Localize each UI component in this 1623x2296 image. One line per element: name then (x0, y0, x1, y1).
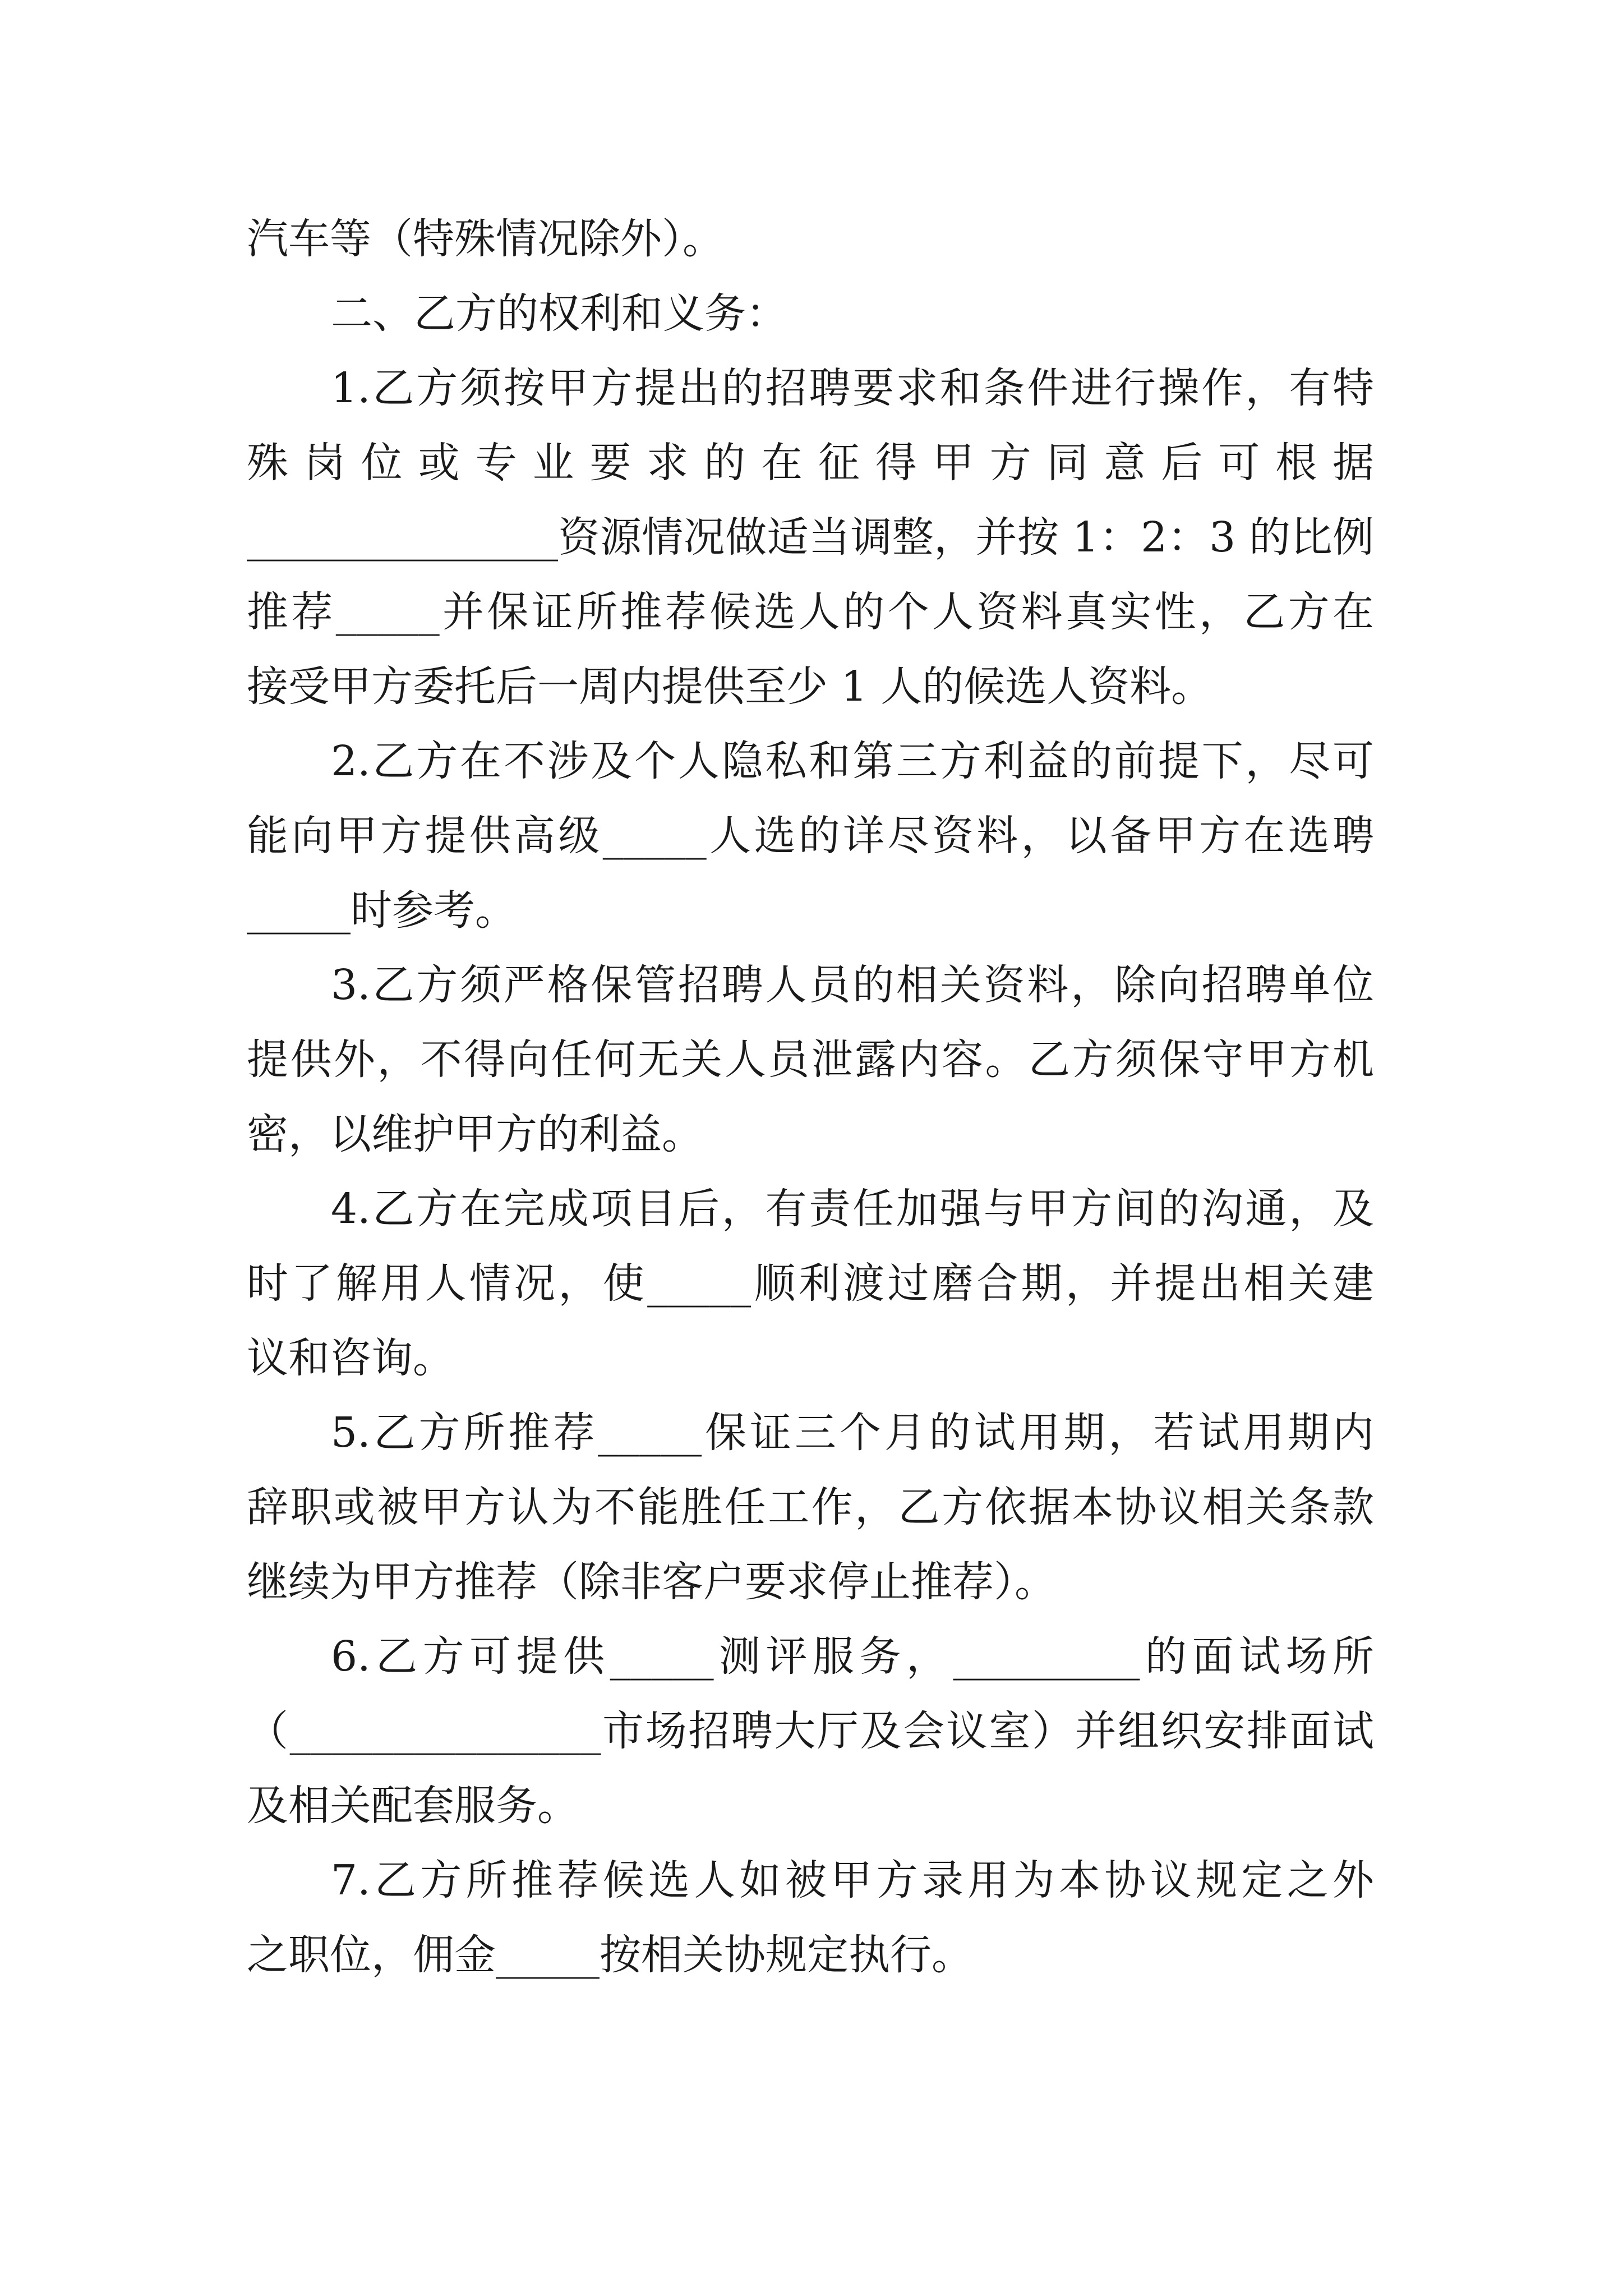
text-line: 7.乙方所推荐候选人如被甲方录用为本协议规定之外 (331, 1856, 1374, 1904)
text-line: 推荐_____并保证所推荐候选人的个人资料真实性，乙方在 (247, 588, 1374, 636)
text-line: 殊岗位或专业要求的在征得甲方同意后可根据 (247, 439, 1374, 487)
text-line: 提供外，不得向任何无关人员泄露内容。乙方须保守甲方机 (247, 1036, 1374, 1084)
section-heading: 二、乙方的权利和义务： (331, 289, 787, 338)
text-line: 1.乙方须按甲方提出的招聘要求和条件进行操作，有特 (331, 364, 1374, 412)
text-line: 6.乙方可提供_____测评服务，_________的面试场所 (331, 1632, 1374, 1681)
text-line: 2.乙方在不涉及个人隐私和第三方利益的前提下，尽可 (331, 737, 1374, 785)
text-line: _____时参考。 (247, 886, 517, 935)
text-line: 之职位，佣金_____按相关协规定执行。 (247, 1931, 973, 1979)
text-line: 密，以维护甲方的利益。 (247, 1110, 703, 1158)
text-line: _______________资源情况做适当调整，并按 1：2：3 的比例 (247, 513, 1374, 562)
text-line: 汽车等（特殊情况除外）。 (247, 215, 724, 263)
text-line: 辞职或被甲方认为不能胜任工作，乙方依据本协议相关条款 (247, 1483, 1374, 1531)
text-line: 接受甲方委托后一周内提供至少 1 人的候选人资料。 (247, 662, 1213, 711)
text-line: 3.乙方须严格保管招聘人员的相关资料，除向招聘单位 (331, 961, 1374, 1009)
text-line: 4.乙方在完成项目后，有责任加强与甲方间的沟通，及 (331, 1185, 1374, 1233)
text-line: 继续为甲方推荐（除非客户要求停止推荐）。 (247, 1558, 1056, 1606)
text-line: 5.乙方所推荐_____保证三个月的试用期，若试用期内 (331, 1409, 1374, 1457)
text-line: 能向甲方提供高级_____人选的详尽资料，以备甲方在选聘 (247, 812, 1374, 860)
text-line: 议和咨询。 (247, 1334, 454, 1382)
text-line: 及相关配套服务。 (247, 1782, 579, 1830)
text-line: （_______________市场招聘大厅及会议室）并组织安排面试 (247, 1707, 1374, 1755)
text-line: 时了解用人情况，使_____顺利渡过磨合期，并提出相关建 (247, 1259, 1374, 1308)
